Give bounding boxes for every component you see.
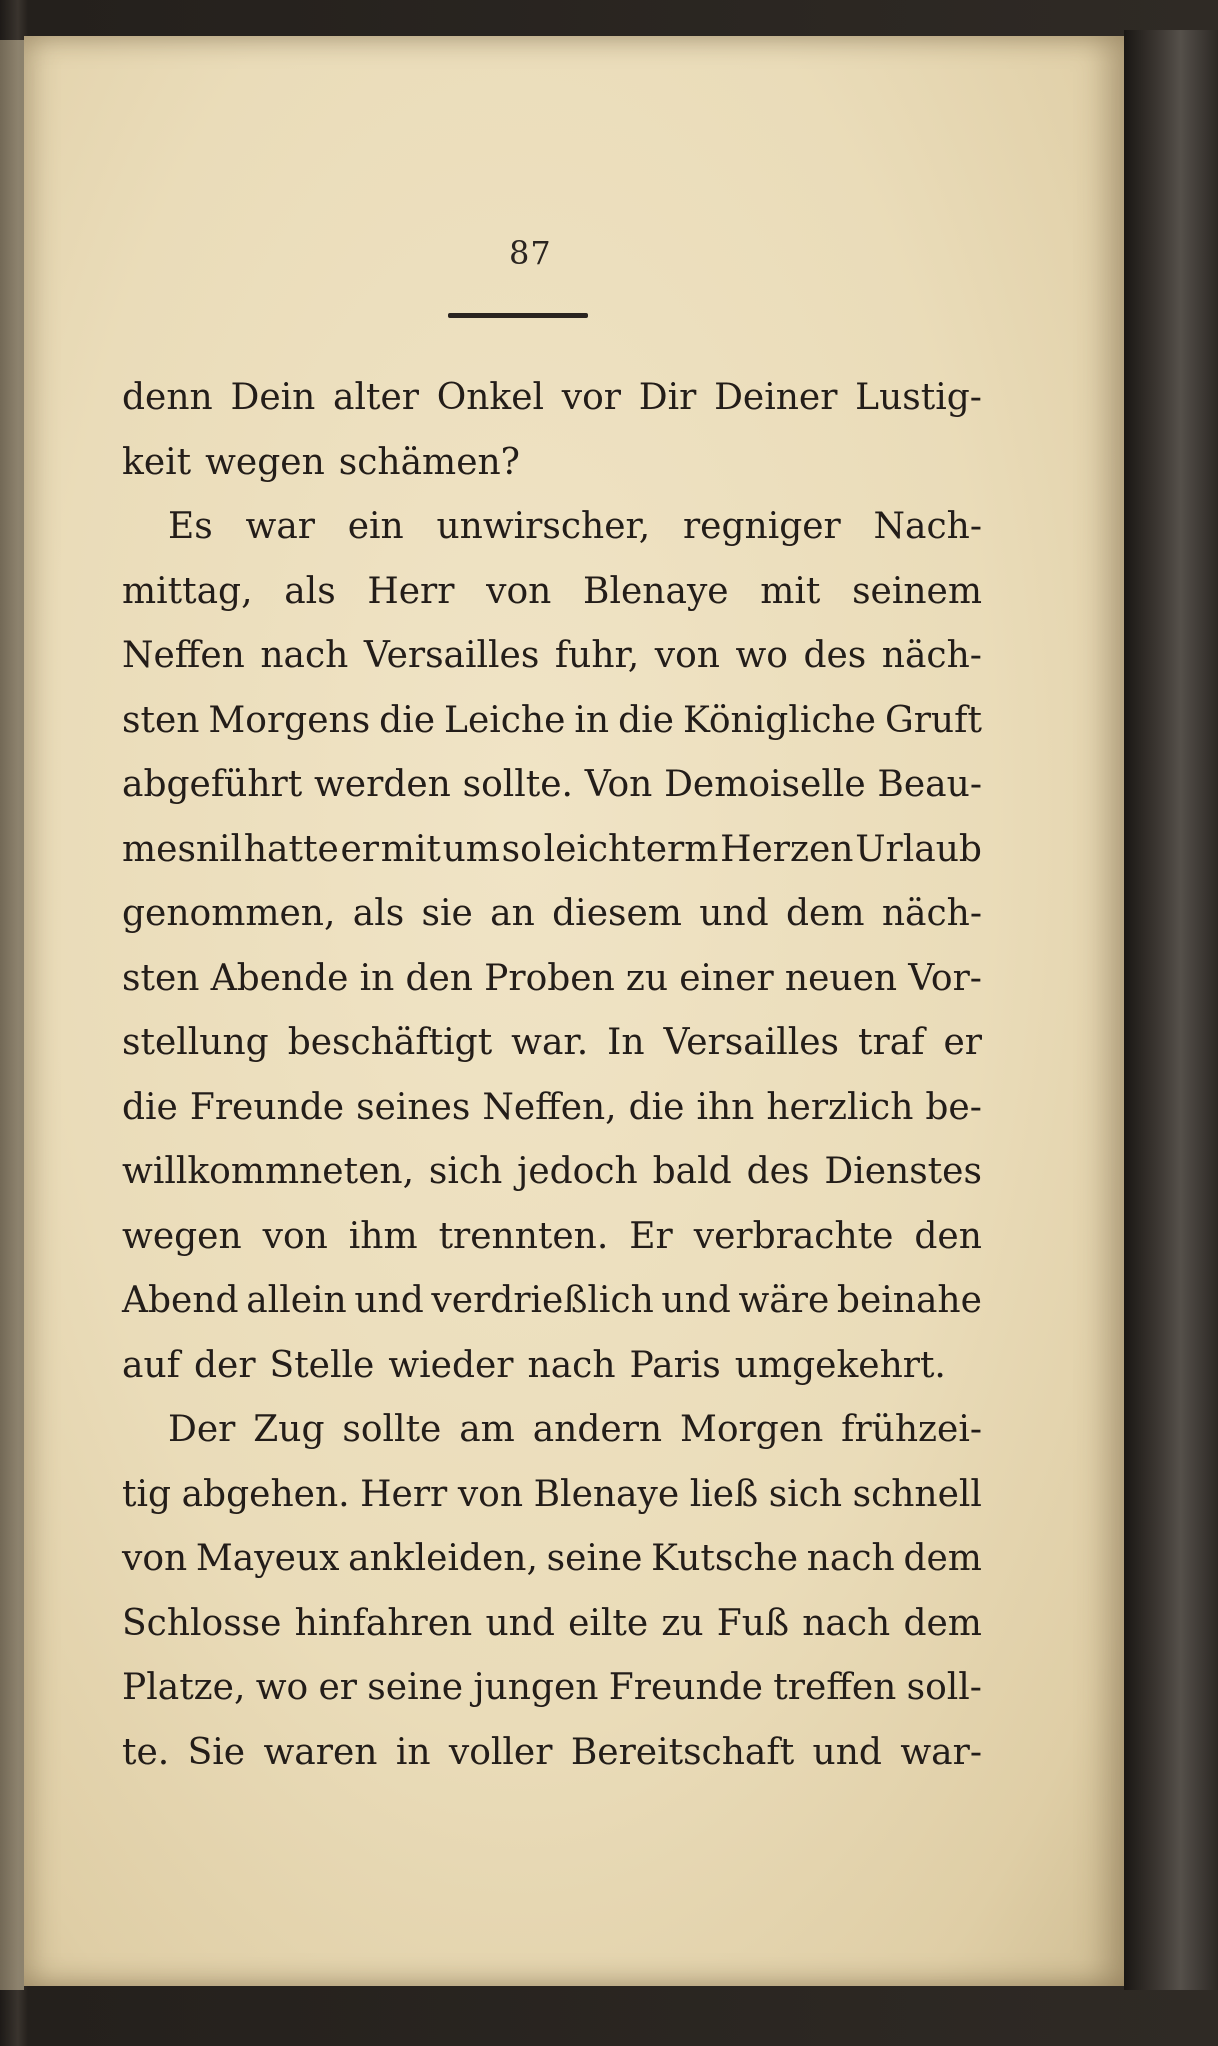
word: wäre: [738, 1280, 830, 1321]
word: dem: [903, 1538, 982, 1579]
word: Leiche: [444, 699, 566, 741]
word: Demoiselle: [664, 764, 866, 805]
word: schnell: [852, 1473, 982, 1515]
word: ihn: [696, 1086, 755, 1128]
word: Herr: [360, 1473, 448, 1515]
word: wo: [735, 635, 788, 676]
word: sie: [421, 893, 473, 934]
word: mittag,: [122, 570, 253, 612]
word: Von: [584, 764, 653, 805]
word: Paris: [629, 1344, 721, 1386]
text-line: [122, 1721, 982, 1786]
word: jedoch: [517, 1151, 638, 1192]
word: an: [490, 893, 535, 934]
text-line: [122, 1527, 982, 1592]
text-line: [122, 1140, 982, 1205]
word: Der: [168, 1409, 236, 1450]
book-page: [24, 36, 1124, 1986]
word: fuhr,: [554, 635, 640, 676]
word: und: [699, 893, 769, 934]
word: von: [457, 1473, 524, 1515]
word: seinem: [852, 570, 982, 612]
word: und: [485, 1602, 555, 1644]
text-line: [122, 624, 982, 689]
word: die: [122, 1086, 178, 1128]
word: Urlaub: [855, 828, 982, 870]
word: Morgen: [679, 1409, 824, 1450]
word: abgehen.: [181, 1473, 350, 1515]
text-line: [122, 366, 982, 431]
header-rule: [448, 313, 588, 318]
text-line: [122, 882, 982, 947]
word: Beau-: [877, 764, 982, 805]
word: frühzei-: [841, 1409, 982, 1450]
word: werden: [313, 764, 451, 805]
word: die: [618, 699, 674, 741]
word: Sie: [187, 1731, 246, 1773]
word: mit: [760, 570, 821, 612]
word: Fuß: [716, 1602, 790, 1644]
word: bald: [652, 1151, 732, 1192]
word: als: [284, 570, 336, 612]
word: Mayeux: [195, 1538, 340, 1579]
word: schämen?: [338, 441, 520, 483]
word: einer: [679, 957, 774, 999]
text-line: [122, 1076, 982, 1141]
word: Lustig-: [855, 377, 982, 418]
word: den: [405, 957, 473, 999]
word: nach: [260, 635, 349, 676]
text-line: [122, 431, 982, 496]
word: ein: [347, 506, 404, 547]
word: und: [661, 1280, 731, 1321]
word: willkommneten,: [122, 1151, 415, 1192]
text-line: [122, 689, 982, 754]
word: abgeführt: [122, 764, 303, 805]
word: Herzen: [720, 828, 854, 870]
word: voller: [448, 1731, 553, 1773]
word: traf: [858, 1022, 925, 1063]
word: Es: [168, 506, 213, 547]
word: auf: [122, 1344, 180, 1386]
word: hatte: [243, 828, 339, 870]
word: Freunde: [189, 1086, 345, 1128]
word: den: [914, 1215, 982, 1257]
word: soll-: [906, 1667, 982, 1708]
word: dem: [903, 1602, 982, 1644]
word: in: [395, 1731, 431, 1773]
text-line: [122, 495, 982, 560]
word: er: [943, 1022, 982, 1063]
word: tig: [122, 1473, 172, 1515]
word: nach: [806, 1538, 895, 1579]
word: mesnil: [122, 828, 243, 870]
word: von: [262, 1215, 328, 1257]
word: ihm: [348, 1215, 418, 1257]
word: von: [122, 1538, 188, 1579]
word: eilte: [568, 1602, 649, 1644]
word: verdrießlich: [431, 1280, 654, 1321]
word: zu: [661, 1602, 704, 1644]
word: diesem: [552, 893, 682, 934]
word: vor: [561, 377, 622, 418]
word: und: [812, 1731, 882, 1773]
word: des: [746, 1151, 810, 1192]
word: sollte: [342, 1409, 442, 1450]
word: er: [318, 1667, 357, 1708]
word: von: [486, 570, 552, 612]
word: war: [245, 506, 315, 547]
word: die: [628, 1086, 685, 1128]
text-line: [122, 560, 982, 625]
body-text: [122, 366, 982, 1785]
word: trennten.: [438, 1215, 609, 1257]
word: wo: [255, 1667, 309, 1708]
word: Kutsche: [651, 1538, 799, 1579]
word: der: [193, 1344, 256, 1386]
word: Abende: [210, 957, 349, 999]
word: Deiner: [714, 377, 838, 418]
word: wegen: [205, 441, 325, 483]
word: jungen: [473, 1667, 599, 1708]
word: sten: [122, 699, 200, 741]
text-line: [122, 1463, 982, 1528]
word: ankleiden,: [348, 1538, 538, 1579]
word: des: [803, 635, 867, 676]
word: Versailles: [663, 1022, 840, 1063]
word: Gruft: [884, 699, 982, 741]
text-line: [122, 1592, 982, 1657]
word: seine: [546, 1538, 643, 1579]
word: er: [340, 828, 380, 870]
word: beinahe: [836, 1280, 982, 1321]
text-line: [122, 947, 982, 1012]
page-number: 87: [509, 234, 552, 272]
word: wegen: [122, 1215, 242, 1257]
word: Vor-: [908, 957, 982, 999]
text-line: [122, 1269, 982, 1334]
word: stellung: [122, 1022, 269, 1063]
word: so: [501, 828, 542, 870]
word: näch-: [881, 635, 982, 676]
word: beschäftigt: [287, 1022, 493, 1063]
word: In: [607, 1022, 645, 1063]
word: Stelle: [269, 1344, 375, 1386]
word: te.: [122, 1731, 170, 1773]
book-cover-edge: [1124, 30, 1218, 1990]
word: nach: [527, 1344, 616, 1386]
word: seine: [367, 1667, 464, 1708]
word: sollte.: [462, 764, 573, 805]
word: waren: [263, 1731, 378, 1773]
word: in: [574, 699, 610, 741]
word: umgekehrt.: [734, 1344, 946, 1386]
word: Abend: [122, 1280, 239, 1321]
word: leichterm: [543, 828, 719, 870]
text-line: [122, 753, 982, 818]
word: Onkel: [436, 377, 545, 418]
word: die: [379, 699, 436, 741]
word: Platze,: [122, 1667, 246, 1708]
word: Morgens: [208, 699, 371, 741]
word: mit: [380, 828, 441, 870]
word: neuen: [784, 957, 898, 999]
word: denn: [122, 377, 213, 418]
word: alter: [333, 377, 420, 418]
text-line: [122, 1334, 982, 1399]
word: unwirscher,: [436, 506, 651, 547]
word: keit: [122, 441, 192, 483]
word: Herr: [367, 570, 455, 612]
word: in: [359, 957, 395, 999]
word: Dein: [230, 377, 316, 418]
text-line: [122, 1656, 982, 1721]
word: Blenaye: [533, 1473, 680, 1515]
word: Blenaye: [583, 570, 729, 612]
word: Nach-: [873, 506, 982, 547]
previous-page-edge: [0, 40, 24, 1990]
word: Proben: [484, 957, 615, 999]
word: be-: [925, 1086, 982, 1128]
word: um: [442, 828, 500, 870]
text-line: [122, 1205, 982, 1270]
word: sich: [428, 1151, 503, 1192]
word: hinfahren: [294, 1602, 473, 1644]
word: Dienstes: [824, 1151, 982, 1192]
word: war-: [900, 1731, 982, 1773]
word: Neffen,: [482, 1086, 617, 1128]
text-line: [122, 1011, 982, 1076]
word: Schlosse: [122, 1602, 282, 1644]
word: sich: [768, 1473, 843, 1515]
word: Bereitschaft: [570, 1731, 795, 1773]
word: ließ: [689, 1473, 759, 1515]
word: verbrachte: [693, 1215, 894, 1257]
word: Er: [629, 1215, 673, 1257]
word: Königliche: [682, 699, 876, 741]
word: herzlich: [766, 1086, 914, 1128]
word: nach: [802, 1602, 891, 1644]
word: Dir: [638, 377, 697, 418]
word: regniger: [682, 506, 841, 547]
word: als: [352, 893, 405, 934]
word: genommen,: [122, 893, 336, 934]
word: sten: [122, 957, 200, 999]
word: allein: [246, 1280, 347, 1321]
word: zu: [625, 957, 669, 999]
word: war.: [511, 1022, 589, 1063]
word: dem: [786, 893, 865, 934]
word: treffen: [773, 1667, 897, 1708]
word: Neffen: [122, 635, 245, 676]
text-line: [122, 818, 982, 883]
word: Zug: [253, 1409, 325, 1450]
word: seines: [356, 1086, 471, 1128]
word: von: [654, 635, 720, 676]
word: am: [459, 1409, 515, 1450]
word: wieder: [388, 1344, 514, 1386]
word: andern: [532, 1409, 663, 1450]
word: näch-: [881, 893, 982, 934]
word: Freunde: [608, 1667, 763, 1708]
word: und: [354, 1280, 424, 1321]
word: Versailles: [363, 635, 540, 676]
text-line: [122, 1398, 982, 1463]
